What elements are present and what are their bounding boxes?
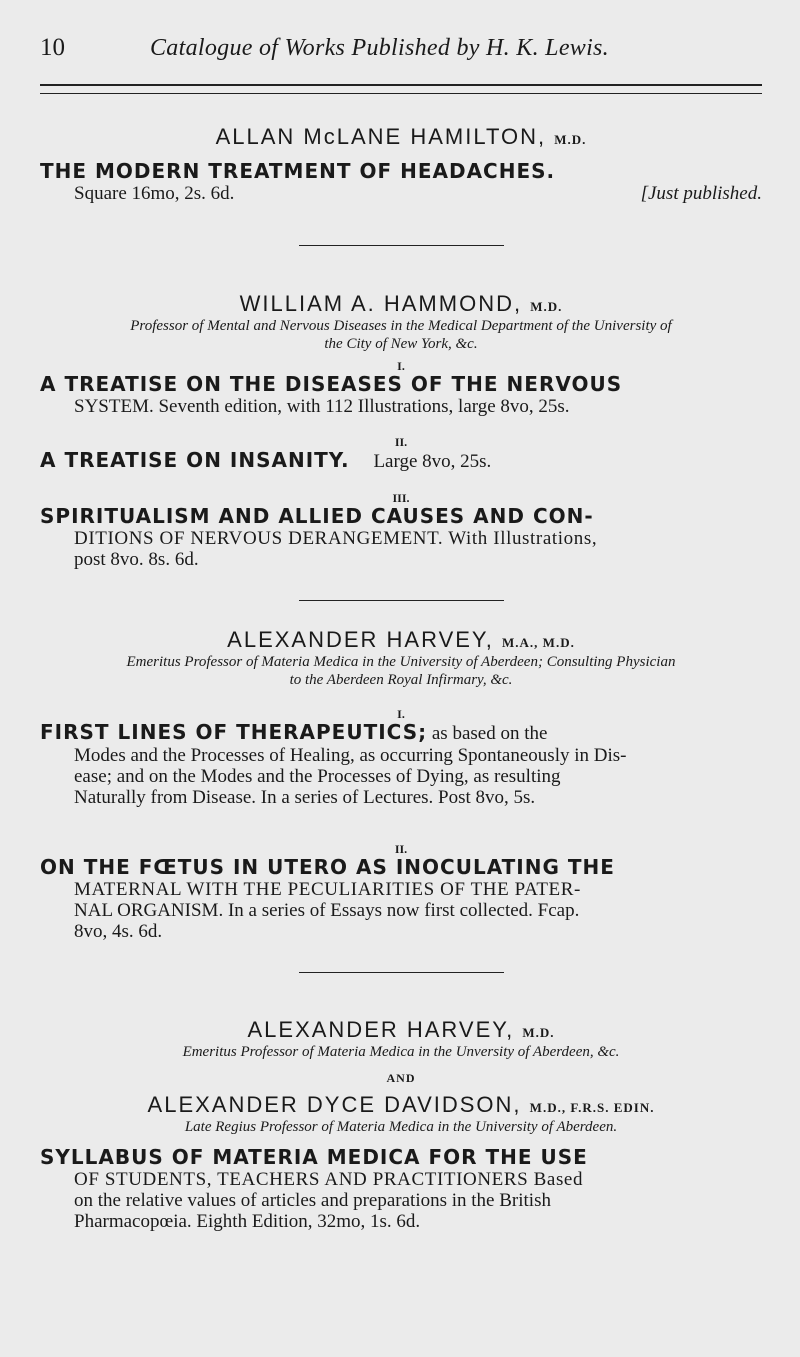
- affiliation-harvey-3: Emeritus Professor of Materia Medica in the Unversity of Aberdeen, &c.: [182, 1044, 620, 1060]
- running-title: Catalogue of Works Published by H. K. Lewis.: [150, 35, 609, 61]
- book-details-foetus-3: 8vo, 4s. 6d.: [74, 921, 163, 942]
- book-details-syllabus-3: Pharmacopœia. Eighth Edition, 32mo, 1s. 6d.: [74, 1211, 421, 1232]
- book-title-spiritualism: SPIRITUALISM AND ALLIED CAUSES AND CON-: [40, 504, 594, 528]
- book-details-syllabus: OF STUDENTS, TEACHERS AND PRACTITIONERS Based: [74, 1169, 584, 1190]
- book-title-headaches: THE MODERN TREATMENT OF HEADACHES.: [40, 159, 556, 183]
- and-conjunction: AND: [386, 1071, 416, 1085]
- book-title-nervous: A TREATISE ON THE DISEASES OF THE NERVOUS: [40, 372, 623, 396]
- author-harvey: ALEXANDER HARVEY, M.A., M.D.: [227, 627, 575, 652]
- book-details-therapeutics-2: ease; and on the Modes and the Processes of Dying, as resulting: [74, 766, 561, 787]
- author-hammond: WILLIAM A. HAMMOND, M.D.: [239, 291, 563, 316]
- affiliation-hammond-1: Professor of Mental and Nervous Diseases in the Medical Department of the University of: [130, 318, 672, 334]
- book-details-nervous: SYSTEM. Seventh edition, with 112 Illustrations, large 8vo, 25s.: [74, 396, 570, 417]
- book-title-syllabus: SYLLABUS OF MATERIA MEDICA FOR THE USE: [40, 1145, 588, 1169]
- author-harvey-2: ALEXANDER HARVEY, M.D.: [247, 1017, 555, 1042]
- numeral: I.: [397, 359, 405, 373]
- book-details-therapeutics-3: Naturally from Disease. In a series of Lectures. Post 8vo, 5s.: [74, 787, 536, 808]
- numeral: I.: [397, 707, 405, 721]
- book-title-foetus: ON THE FŒTUS IN UTERO AS INOCULATING THE: [40, 855, 615, 879]
- book-details-therapeutics: Modes and the Processes of Healing, as occurring Spontaneously in Dis-: [74, 745, 627, 766]
- book-title-insanity: A TREATISE ON INSANITY. Large 8vo, 25s.: [40, 448, 492, 472]
- section-divider: [299, 245, 504, 246]
- affiliation-hammond-2: the City of New York, &c.: [324, 336, 478, 352]
- affiliation-harvey-2: to the Aberdeen Royal Infirmary, &c.: [289, 672, 513, 688]
- section-divider: [299, 972, 504, 973]
- book-details-syllabus-2: on the relative values of articles and preparations in the British: [74, 1190, 551, 1211]
- author-hamilton: ALLAN McLANE HAMILTON, M.D.: [215, 124, 587, 149]
- author-davidson: ALEXANDER DYCE DAVIDSON, M.D., F.R.S. EDIN.: [147, 1092, 655, 1117]
- book-details-foetus: MATERNAL WITH THE PECULIARITIES OF THE PATER-: [74, 879, 581, 900]
- numeral: II.: [394, 435, 408, 449]
- book-title-therapeutics: FIRST LINES OF THERAPEUTICS; as based on the: [40, 720, 548, 744]
- affiliation-harvey-1: Emeritus Professor of Materia Medica in the University of Aberdeen; Consulting Physician: [126, 654, 676, 670]
- section-divider: [299, 600, 504, 601]
- book-details-spiritualism: DITIONS OF NERVOUS DERANGEMENT. With Illustrations,: [74, 528, 598, 549]
- header-rule: [40, 84, 762, 94]
- book-details-headaches: Square 16mo, 2s. 6d. [Just published.: [74, 183, 762, 204]
- book-details-spiritualism-2: post 8vo. 8s. 6d.: [74, 549, 199, 570]
- page-header: [40, 0, 762, 74]
- page-number: 10: [40, 34, 65, 61]
- numeral: II.: [394, 842, 408, 856]
- book-details-foetus-2: NAL ORGANISM. In a series of Essays now first collected. Fcap.: [74, 900, 580, 921]
- numeral: III.: [392, 491, 410, 505]
- affiliation-davidson: Late Regius Professor of Materia Medica in the University of Aberdeen.: [184, 1119, 618, 1135]
